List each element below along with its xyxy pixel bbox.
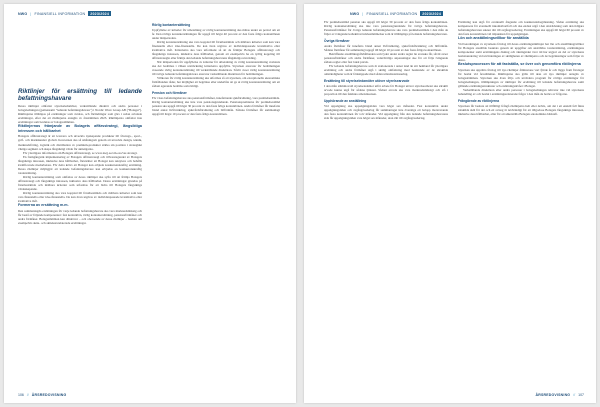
right-column-2	[458, 20, 584, 116]
paragraph: Dessa riktlinjer omfattar styrelseledamöter, verkställande direktör och andra personer i bolagsledningen (gemensamt "ledande befattningshavare") i Nordic Wave Group AB ("Bolaget"). Riktlinjerna tillämpas på ersättningar som avtalas, och förändringar som görs i redan avtalade ersättningar, efter det att riktlinjerna antagits av årsstämman 2023. Riktlinjerna omfattar inte ersättningar som beslutas av bolagsstämman.	[18, 104, 142, 125]
subheading: Formerna av ersättning m.m.	[18, 203, 69, 208]
paragraph: Rörlig kontantersättning som omfattas av dessa riktlinjer ska syfta till att främja Bolagets affärsstrategi och långsiktiga intressen, inklusive dess hållbarhet. Dessa ersättningar grundas på förutbestämda och mätbara kriterier som utformas för att bidra till Bolagets långsiktiga värdeskapande.	[18, 174, 142, 192]
page-number: 107	[578, 393, 584, 397]
paragraph: Vid uppsägning ska uppsägningstiden vara högst sex månader. Fast kontantlön under uppsägningstiden och avgångsvederlag får sammantaget inte överstiga ett belopp motsvarande den fasta kontantlönen för tolv månader. Vid uppsägning från den ledande befattningshavarens sida får uppsägningstiden vara högst sex månader, utan rätt till avgångsvederlag.	[324, 103, 448, 120]
paragraph: I den mån stämmovald styrelseledamot utför arbete för Bolaget utöver styrelsearbetet ska särskilt arvode kunna utgå för sådana tjänster. Sådant arvode ska vara marknadsmässigt och stå i proportion till den faktiska arbetsinsatsen.	[324, 83, 448, 97]
paragraph: När mätperioden för uppfyllelse av kriterier för utbetalning av rörlig kontantersättning avslutats ska det bedömas i vilken utsträckning kriterierna uppfyllts. Styrelsen ansvarar för bedömningen avseende rörlig kontantersättning till verkställande direktören. Såvitt avser rörlig kontantersättning till övriga ledande befattningshavare ansvarar verkställande direktören för bedömningen.	[152, 60, 280, 77]
paragraph: Vid beredningen av styrelsens förslag till dessa ersättningsriktlinjer har lön och anställningsvillkor för Bolagets anställda beaktats genom att uppgifter om anställdas totalersättning, ersättningens komponenter samt ersättningens ökning och ökningstakt över tid har utgjort en del av styrelsens beslutsunderlag vid utvärderingen av skäligheten av riktlinjerna och de begränsningar som följer av dessa.	[458, 41, 584, 62]
subheading: Frångående av riktlinjerna	[458, 98, 500, 103]
paragraph: Verkställande direktören eller andra personer i bolagsledningen närvarar inte vid styrelsens behandling av och beslut i ersättningsrelaterade frågor i den mån de berörs av frågorna.	[458, 87, 584, 96]
header-year-tag: 2023/2024	[422, 11, 442, 16]
right-column-1	[324, 20, 448, 120]
paragraph: Bolagets affärsstrategi är att leverera och utveckla nyskapande produkter till företags-, sport-, golf- och marinkunder globalt. Koncernen ska så småningom genom att utveckla design, teknik, marknadsföring, logistik och distribution av premium-produkter stärka sin position i strategiskt viktiga segment och skapa långsiktigt värde för aktieägarna.	[18, 134, 142, 151]
subheading: Upphörande av anställning	[324, 99, 367, 104]
paragraph: För premiebestämd pension ska uppgå till högst 30 procent av den fasta årliga kontantlönen. Rörlig kontantersättning ska inte vara pensionsgrundande för övriga befattningshavare. Pensionsförmåner för övriga ledande befattningshavare ska vara premiebestämda i den mån de följer av tvingande kollektivavtalsbestämmelser som är tillämpliga på ledande befattningshavaren.	[324, 20, 448, 37]
header-title: FINANSIELL INFORMATION	[34, 11, 86, 16]
right-page	[304, 4, 596, 403]
header-title: FINANSIELL INFORMATION	[366, 11, 418, 16]
left-column-2	[152, 20, 280, 116]
paragraph: Rörlig kontantersättning ska vara kopplad till förutbestämda och mätbara kriterier som kan vara finansiella eller icke-finansiella. De kan även utgöras av individanpassade kvantitativa eller kvalitativa mål. Kriterierna ska vara utformade så att de främjar Bolagets affärsstrategi och långsiktiga intressen, inklusive dess hållbarhet, genom att exempelvis ha en tydlig koppling till affärsstrategin eller främja den ledande befattningshavarens långsiktiga utveckling.	[152, 39, 280, 61]
subheading: Riktlinjernas främjande av Bolagets affärsstrategi, långsiktiga intressen och hållbarhet	[18, 124, 142, 133]
paragraph: För vissa befattningshavare ska pensionsförmåner, innefattande sjukförsäkring, vara premiebestämda. Rörlig kontantersättning ska inte vara pensionsgrundande. Pensionspremierna för premiebestämd pension ska uppgå till högst 30 procent av den fasta årliga kontantlönen. Andra förmåner får innefatta bland annat livförsäkring, sjukvårdsförsäkring och bilförmån. Sådana förmåner får sammanlagt uppgå till högst 10 procent av den fasta årliga kontantlönen.	[152, 96, 280, 117]
paragraph: En framgångsrik implementering av Bolagets affärsstrategi och tillvaratagandet av Bolagets långsiktiga intressen, inklusive dess hållbarhet, förutsätter att Bolaget kan rekrytera och behålla kvalificerade medarbetare. För detta krävs att Bolaget kan erbjuda konkurrenskraftig ersättning. Dessa riktlinjer möjliggör att ledande befattningshavare kan erbjudas en konkurrenskraftig totalersättning.	[18, 154, 142, 175]
header-section: NWO	[18, 11, 28, 16]
header-separator: |	[362, 11, 364, 16]
header-separator: |	[30, 11, 32, 16]
paragraph: Rörlig kontantersättning ska vara kopplad till förutbestämda och mätbara kriterier som kan vara finansiella eller icke-finansiella. De kan även utgöras av individanpassade kvantitativa eller kvalitativa mål.	[18, 191, 142, 204]
footer-separator: //	[573, 393, 576, 397]
paragraph: Ersättning kan utgå för eventuellt åtagande om konkurrensbegränsning. Sådan ersättning ska kompensera för eventuellt inkomstbortfall och ska endast utgå i den utsträckning som den tidigare befattningshavaren saknar rätt till avgångsvederlag. Ersättningen ska uppgå till högst 60 procent av den fasta kontantlönen vid tidpunkten för uppsägningen.	[458, 20, 584, 37]
subheading: Pension och förmåner	[152, 91, 187, 96]
section-title: Riktlinjer för ersättning till ledande befattningshavare	[18, 88, 142, 102]
footer-separator: //	[26, 393, 29, 397]
subheading: Övriga förmåner	[324, 39, 350, 44]
paragraph: Uppfyllelse av kriterier för utbetalning av rörlig kontantersättning ska mätas under en period om ett år. Den rörliga kontantersättningen får uppgå till högst 40 procent av den fasta årliga kontantlönen under mätperioden.	[152, 27, 280, 40]
subheading: Rörlig kontantersättning	[152, 23, 191, 27]
subheading: Lön och anställningsvillkor för anställda	[458, 36, 529, 41]
left-column-1	[18, 88, 142, 225]
subheading: Ersättning till styrelseledamöter utöver styrelsearvode	[324, 79, 410, 84]
subheading: Beslutsprocessen för att fastställa, se över och genomföra riktlinjerna	[458, 62, 581, 67]
page-number: 106	[18, 393, 24, 397]
paragraph: Andra förmåner får innefatta bland annat livförsäkring, sjukvårdsförsäkring och bilförmån. Sådana förmåner får sammanlagt uppgå till högst 10 procent av den fasta årliga kontantlönen.	[324, 43, 448, 52]
header-section: NWO	[350, 11, 360, 16]
page-footer	[18, 393, 66, 397]
header-year-tag: 2023/2024	[90, 11, 110, 16]
running-header	[18, 11, 111, 16]
paragraph: Beträffande anställningsförhållanden som lyder under andra regler än svenska får, såvitt avser pensionsförmåner och andra förmåner, vederbörliga anpassningar ske för att följa tvingande sådana regler eller fast lokal praxis.	[324, 51, 448, 65]
left-page	[4, 4, 296, 403]
running-header	[350, 11, 443, 16]
paragraph: Styrelsen ska upprätta förslag till nya riktlinjer åtminstone vart fjärde år och lägga fram förslaget för beslut vid årsstämman. Riktlinjerna ska gälla till dess att nya riktlinjer antagits av bolagsstämman. Styrelsen ska även följa och utvärdera program för rörliga ersättningar för bolagsledningen, tillämpningen av riktlinjer för ersättning till ledande befattningshavare samt gällande ersättningsstrukturer och ersättningsnivåer i Bolaget.	[458, 67, 584, 88]
paragraph: Styrelsen får besluta att tillfälligt frångå riktlinjerna helt eller delvis, om det i ett enskilt fall finns särskilda skäl för det och ett avsteg är nödvändigt för att tillgodose Bolagets långsiktiga intressen, inklusive dess hållbarhet, eller för att säkerställa Bolagets ekonomiska bärkraft.	[458, 103, 584, 116]
paragraph: Den sammanlagda ersättningen för varje ledande befattningshavare ska vara marknadsmässig och får bestå av följande komponenter: fast kontantlön, rörlig kontantersättning, pensionsförmåner och andra förmåner. Bolagsstämman kan därutöver – och oberoende av dessa riktlinjer – besluta om exempelvis aktie- och aktiekursrelaterade ersättningar.	[18, 208, 142, 225]
paragraph: För ytterligare information om Bolagets affärsstrategi, se www.nwg.se/om-oss/var-strategi.	[23, 150, 138, 155]
footer-name: ÅRSREDOVISNING	[31, 393, 67, 397]
page-footer	[536, 393, 584, 397]
footer-name: ÅRSREDOVISNING	[535, 393, 571, 397]
paragraph: Villkoren för rörlig kontantersättning ska utformas så att styrelsen, om exceptionella ekonomiska förhållanden råder, har möjlighet att begränsa eller underlåta att ge ut rörlig kontantersättning om ett sådant agerande bedöms som rimligt.	[152, 76, 280, 89]
paragraph: För ledande befattningshavare som är stationerade i annat land än sitt hemland får ytterligare ersättning och andra förmåner utgå i skälig omfattning med beaktande av de särskilda omständigheter som är förknippade med sådan utlandsstationering.	[324, 64, 448, 77]
